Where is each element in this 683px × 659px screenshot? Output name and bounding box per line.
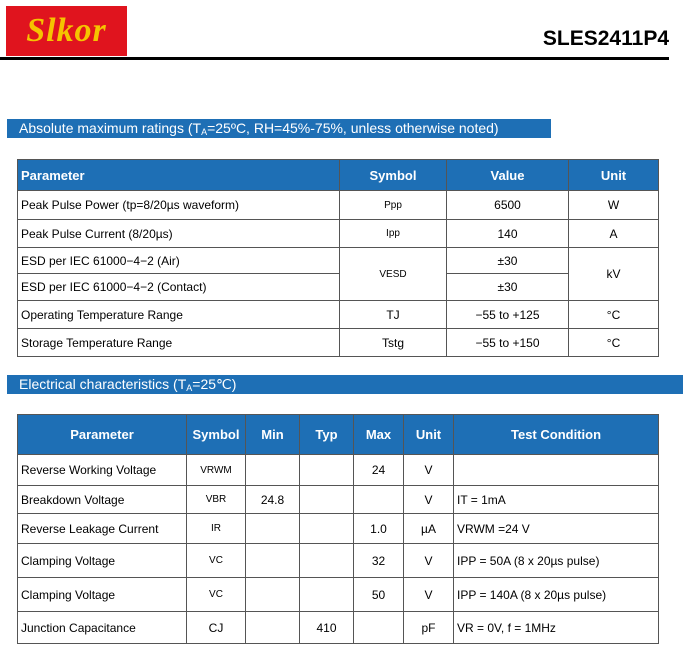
table-row — [18, 544, 659, 578]
col-header-max: Max — [354, 415, 404, 455]
condition-cell: VRWM =24 V — [454, 514, 659, 544]
col-header-parameter: Parameter — [18, 160, 340, 191]
value-cell: ±30 — [447, 248, 569, 274]
header-divider — [0, 57, 669, 60]
param-cell: Peak Pulse Power (tp=8/20µs waveform) — [18, 191, 340, 220]
abs-max-table — [17, 159, 659, 357]
min-cell — [246, 578, 300, 612]
symbol-cell: VESD — [340, 248, 447, 301]
electrical-table — [17, 414, 659, 644]
symbol-cell: Ipp — [340, 220, 447, 248]
value-cell: −55 to +150 — [447, 329, 569, 357]
condition-cell: IPP = 50A (8 x 20µs pulse) — [454, 544, 659, 578]
min-cell: 24.8 — [246, 486, 300, 514]
symbol-cell: VBR — [187, 486, 246, 514]
typ-cell: 410 — [300, 612, 354, 644]
min-cell — [246, 514, 300, 544]
typ-cell — [300, 455, 354, 486]
table-row — [18, 248, 659, 274]
symbol-cell: VC — [187, 544, 246, 578]
unit-cell: V — [404, 544, 454, 578]
unit-cell: °C — [569, 329, 659, 357]
param-cell: Reverse Working Voltage — [18, 455, 187, 486]
max-cell: 1.0 — [354, 514, 404, 544]
symbol-cell: Ppp — [340, 191, 447, 220]
col-header-unit: Unit — [569, 160, 659, 191]
table-row — [18, 486, 659, 514]
col-header-value: Value — [447, 160, 569, 191]
condition-cell — [454, 455, 659, 486]
max-cell — [354, 486, 404, 514]
typ-cell — [300, 544, 354, 578]
unit-cell: V — [404, 455, 454, 486]
col-header-min: Min — [246, 415, 300, 455]
unit-cell: V — [404, 486, 454, 514]
symbol-cell: CJ — [187, 612, 246, 644]
logo-text: Slkor — [26, 12, 107, 49]
typ-cell — [300, 578, 354, 612]
value-cell: 6500 — [447, 191, 569, 220]
param-cell: ESD per IEC 61000−4−2 (Contact) — [18, 274, 340, 301]
part-number: SLES2411P4 — [542, 27, 669, 50]
abs-max-section-title: Absolute maximum ratings ($T_A=25ºC$, RH=45%-75%, unless otherwise noted) — [7, 119, 551, 138]
condition-cell: VR = 0V, f = 1MHz — [454, 612, 659, 644]
value-cell: 140 — [447, 220, 569, 248]
col-header-symbol: Symbol — [187, 415, 246, 455]
param-cell: Clamping Voltage — [18, 544, 187, 578]
table-row — [18, 274, 659, 301]
col-header-unit: Unit — [404, 415, 454, 455]
min-cell — [246, 612, 300, 644]
table-row — [18, 455, 659, 486]
min-cell — [246, 544, 300, 578]
max-cell: 50 — [354, 578, 404, 612]
electrical-section-title: Electrical characteristics $(T_A=25℃)$ — [7, 375, 683, 394]
param-cell: Breakdown Voltage — [18, 486, 187, 514]
unit-cell: pF — [404, 612, 454, 644]
typ-cell — [300, 514, 354, 544]
unit-cell: A — [569, 220, 659, 248]
col-header-symbol: Symbol — [340, 160, 447, 191]
param-cell: Operating Temperature Range — [18, 301, 340, 329]
symbol-cell: TJ — [340, 301, 447, 329]
col-header-parameter: Parameter — [18, 415, 187, 455]
condition-cell: IPP = 140A (8 x 20µs pulse) — [454, 578, 659, 612]
value-cell: ±30 — [447, 274, 569, 301]
max-cell: 24 — [354, 455, 404, 486]
table-row — [18, 301, 659, 329]
table-row — [18, 220, 659, 248]
symbol-cell: IR — [187, 514, 246, 544]
abs-max-header-row — [18, 160, 659, 191]
col-header-test-condition: Test Condition — [454, 415, 659, 455]
param-cell: ESD per IEC 61000−4−2 (Air) — [18, 248, 340, 274]
symbol-cell: VRWM — [187, 455, 246, 486]
col-header-typ: Typ — [300, 415, 354, 455]
min-cell — [246, 455, 300, 486]
unit-cell: W — [569, 191, 659, 220]
param-cell: Storage Temperature Range — [18, 329, 340, 357]
condition-cell: IT = 1mA — [454, 486, 659, 514]
company-logo — [6, 6, 127, 56]
electrical-header-row — [18, 415, 659, 455]
param-cell: Peak Pulse Current (8/20µs) — [18, 220, 340, 248]
param-cell: Clamping Voltage — [18, 578, 187, 612]
symbol-cell: Tstg — [340, 329, 447, 357]
unit-cell: V — [404, 578, 454, 612]
table-row — [18, 329, 659, 357]
max-cell — [354, 612, 404, 644]
table-row — [18, 191, 659, 220]
unit-cell: µA — [404, 514, 454, 544]
table-row — [18, 612, 659, 644]
symbol-cell: VC — [187, 578, 246, 612]
unit-cell: kV — [569, 248, 659, 301]
table-row — [18, 578, 659, 612]
param-cell: Junction Capacitance — [18, 612, 187, 644]
param-cell: Reverse Leakage Current — [18, 514, 187, 544]
table-row — [18, 514, 659, 544]
value-cell: −55 to +125 — [447, 301, 569, 329]
unit-cell: °C — [569, 301, 659, 329]
max-cell: 32 — [354, 544, 404, 578]
typ-cell — [300, 486, 354, 514]
